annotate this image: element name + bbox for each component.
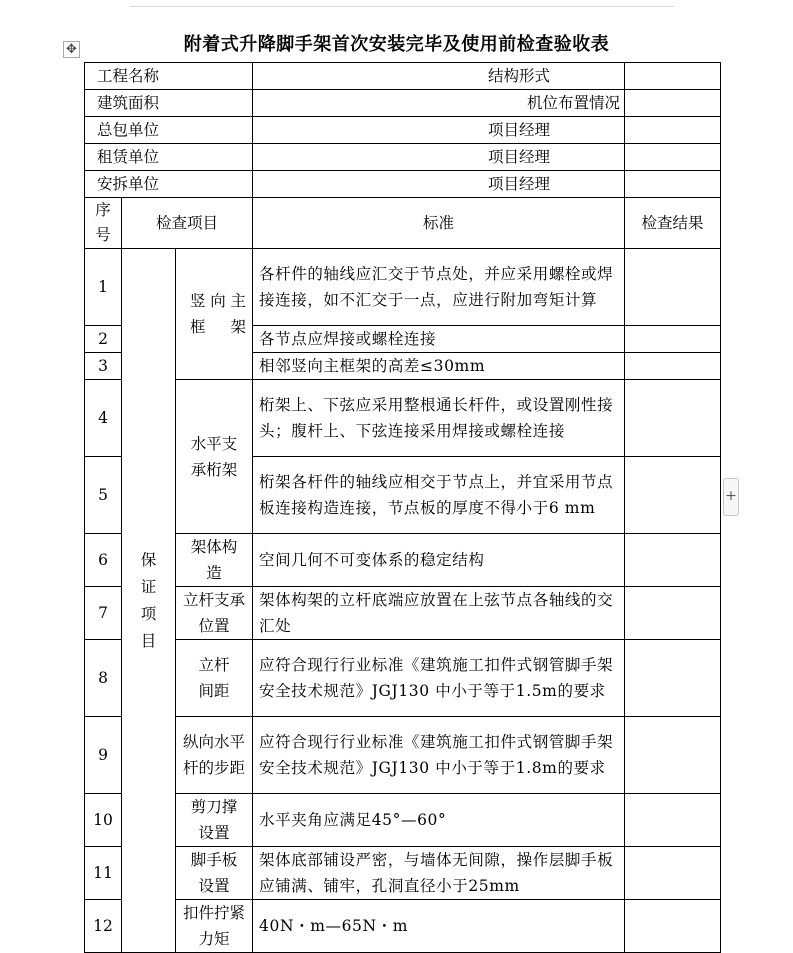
row-result[interactable]: [625, 847, 721, 900]
row-no: 6: [85, 534, 122, 587]
row-no: 9: [85, 717, 122, 794]
row-result[interactable]: [625, 717, 721, 794]
info-row: [85, 63, 721, 90]
item-scaffold-board: 脚手板设置: [176, 847, 253, 900]
info-row: [85, 90, 721, 117]
info-value-right[interactable]: [625, 63, 721, 90]
row-no: 8: [85, 640, 122, 717]
table-move-handle-icon[interactable]: ✥: [63, 41, 80, 58]
info-label-right: 项目经理: [329, 117, 625, 144]
row-no: 11: [85, 847, 122, 900]
row-no: 3: [85, 353, 122, 380]
info-label-right: 项目经理: [329, 144, 625, 171]
info-label-right: 结构形式: [329, 63, 625, 90]
table-row: [85, 794, 721, 847]
info-label-right: 项目经理: [329, 171, 625, 198]
item-fastener-torque: 扣件拧紧力矩: [176, 900, 253, 953]
row-no: 12: [85, 900, 122, 953]
row-standard: 应符合现行行业标准《建筑施工扣件式钢管脚手架安全技术规范》JGJ130 中小于等于1.8m的要求: [253, 717, 625, 794]
row-standard: 各节点应焊接或螺栓连接: [253, 326, 625, 353]
row-standard: 空间几何不可变体系的稳定结构: [253, 534, 625, 587]
row-no: 2: [85, 326, 122, 353]
info-label-right: 机位布置情况: [329, 90, 625, 117]
info-value[interactable]: [253, 144, 329, 171]
table-row: [85, 900, 721, 953]
row-standard: 40N・m—65N・m: [253, 900, 625, 953]
table-row: [85, 587, 721, 640]
info-value[interactable]: [253, 171, 329, 198]
table-row: [85, 640, 721, 717]
info-value-right[interactable]: [625, 117, 721, 144]
table-header-row: [85, 198, 721, 249]
info-row: [85, 144, 721, 171]
info-row: [85, 171, 721, 198]
row-no: 7: [85, 587, 122, 640]
row-no: 4: [85, 380, 122, 457]
info-value[interactable]: [253, 63, 329, 90]
table-row: [85, 534, 721, 587]
info-value-right[interactable]: [625, 144, 721, 171]
header-no: 序号: [85, 198, 122, 249]
info-value[interactable]: [253, 90, 329, 117]
row-result[interactable]: [625, 457, 721, 534]
item-pole-spacing: 立杆间距: [176, 640, 253, 717]
side-expand-tab-plus-icon[interactable]: +: [723, 478, 739, 516]
item-vertical-frame: 竖向主框架: [176, 249, 253, 380]
row-standard: 架体构架的立杆底端应放置在上弦节点各轴线的交汇处: [253, 587, 625, 640]
row-standard: 相邻竖向主框架的高差≤30mm: [253, 353, 625, 380]
item-pole-support: 立杆支承位置: [176, 587, 253, 640]
info-label: 总包单位: [85, 117, 253, 144]
info-value-right[interactable]: [625, 90, 721, 117]
page-title: 附着式升降脚手架首次安装完毕及使用前检查验收表: [183, 34, 610, 55]
row-standard: 桁架上、下弦应采用整根通长杆件，或设置刚性接头；腹杆上、下弦连接采用焊接或螺栓连接: [253, 380, 625, 457]
info-label: 工程名称: [85, 63, 253, 90]
row-result[interactable]: [625, 534, 721, 587]
category-cell: [122, 249, 176, 953]
header-item: 检查项目: [122, 198, 253, 249]
header-result: 检查结果: [625, 198, 721, 249]
row-standard: 各杆件的轴线应汇交于节点处，并应采用螺栓或焊接连接，如不汇交于一点，应进行附加弯矩计算: [253, 249, 625, 326]
row-no: 10: [85, 794, 122, 847]
row-result[interactable]: [625, 380, 721, 457]
row-standard: 架体底部铺设严密，与墙体无间隙，操作层脚手板应铺满、铺牢，孔洞直径小于25mm: [253, 847, 625, 900]
row-standard: 桁架各杆件的轴线应相交于节点上，并宜采用节点板连接构造连接，节点板的厚度不得小于6 mm: [253, 457, 625, 534]
info-value-right[interactable]: [625, 171, 721, 198]
row-result[interactable]: [625, 326, 721, 353]
table-row: [85, 717, 721, 794]
item-scissor-brace: 剪刀撑设置: [176, 794, 253, 847]
row-result[interactable]: [625, 353, 721, 380]
table-row: [85, 847, 721, 900]
row-no: 1: [85, 249, 122, 326]
info-label: 建筑面积: [85, 90, 253, 117]
table-row: [85, 249, 721, 326]
table-row: [85, 380, 721, 457]
info-label: 安拆单位: [85, 171, 253, 198]
item-horizontal-step: 纵向水平杆的步距: [176, 717, 253, 794]
header-standard: 标准: [253, 198, 625, 249]
info-label: 租赁单位: [85, 144, 253, 171]
row-result[interactable]: [625, 640, 721, 717]
row-result[interactable]: [625, 249, 721, 326]
row-result[interactable]: [625, 900, 721, 953]
inspection-table: [84, 62, 721, 953]
item-horizontal-truss: 水平支承桁架: [176, 380, 253, 534]
row-result[interactable]: [625, 794, 721, 847]
row-result[interactable]: [625, 587, 721, 640]
row-standard: 水平夹角应满足45°—60°: [253, 794, 625, 847]
info-value[interactable]: [253, 117, 329, 144]
row-standard: 应符合现行行业标准《建筑施工扣件式钢管脚手架安全技术规范》JGJ130 中小于等于1.5m的要求: [253, 640, 625, 717]
page-top-rule: [130, 6, 674, 7]
category-label: 保证项目: [140, 550, 157, 650]
item-frame-structure: 架体构造: [176, 534, 253, 587]
row-no: 5: [85, 457, 122, 534]
info-row: [85, 117, 721, 144]
